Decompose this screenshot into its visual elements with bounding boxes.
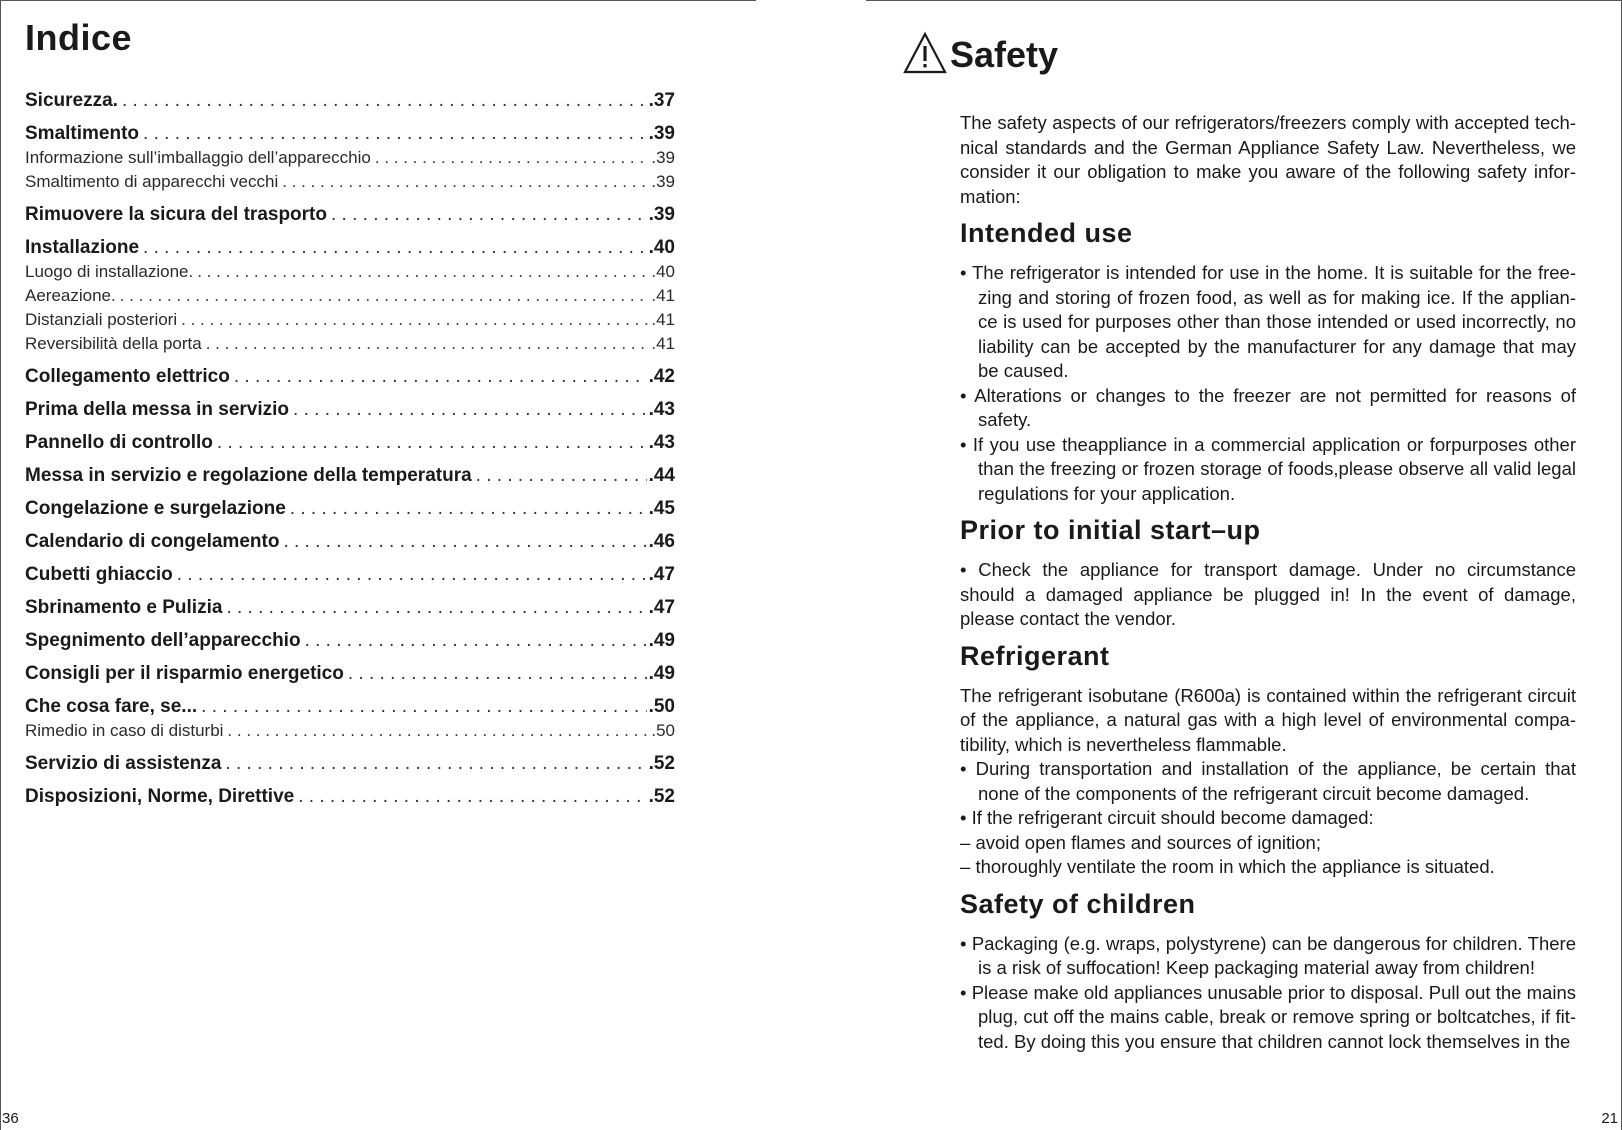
toc-entry-title: Messa in servizio e regolazione della temperatura — [25, 465, 472, 486]
toc-entry — [25, 284, 675, 308]
toc-entry — [25, 122, 675, 146]
toc-entry-page: .43 — [648, 432, 675, 453]
toc-entry-page: .40 — [651, 262, 675, 281]
bullet-item — [960, 981, 1576, 1055]
toc-leader-dots — [122, 89, 647, 113]
toc-entry — [25, 662, 675, 686]
page-number-left: 36 — [2, 1110, 19, 1127]
toc-entry-page: .43 — [648, 399, 675, 420]
bullet-mark: • — [960, 758, 976, 779]
section-heading: Safety of children — [960, 888, 1196, 919]
paragraph: The refrigerant isobutane (R600a) is contained within the refrigerant circuit of the appliance, a natural gas with a high level of environmental compa-tibility, which is nevertheless flammable. — [960, 684, 1576, 755]
toc-entry — [25, 308, 675, 332]
toc-entry — [25, 203, 675, 227]
toc-entry-page: .49 — [648, 630, 675, 651]
bullet-item — [960, 932, 1576, 981]
safety-title: Safety — [950, 34, 1059, 75]
bullet-mark: • — [960, 807, 972, 828]
intro-paragraph: The safety aspects of our refrigerators/freezers comply with accepted tech-nical standards and the German Appliance Safety Law. Nevertheless, we consider it our obligation to make you aware of the following safety infor-mation: — [960, 112, 1576, 207]
toc-entry — [25, 365, 675, 389]
bullet-item — [960, 433, 1576, 507]
bullet-mark: • — [960, 384, 975, 406]
bullet-mark: • — [960, 262, 972, 283]
section-heading: Refrigerant — [960, 640, 1110, 671]
toc-leader-dots — [143, 122, 647, 146]
toc-entry-page: .45 — [648, 498, 675, 519]
item-text: If you use theappliance in a commercial application or forpurposes other than the freezing or frozen storage of foods,please observe all valid legal regulations for your application. — [972, 433, 1576, 504]
toc-entry — [25, 236, 675, 260]
item-text: If the refrigerant circuit should become damaged: — [971, 807, 1374, 828]
bullet-item — [960, 261, 1576, 384]
toc-leader-dots — [348, 662, 647, 686]
toc-entry-title: Smaltimento di apparecchi vecchi — [25, 172, 279, 191]
item-text: Please make old appliances unusable prior to disposal. Pull out the mains plug, cut off the mains cable, break or remove spring or boltcatches, if fit-ted. By doing this you ensure that children cannot lock themselves in the — [971, 981, 1576, 1052]
toc-leader-dots — [375, 146, 649, 170]
toc-entry — [25, 170, 675, 194]
toc-leader-dots — [120, 284, 650, 308]
safety-content — [960, 111, 1576, 1054]
item-text: Alterations or changes to the freezer are not permitted for reasons of safety. — [974, 384, 1576, 430]
toc-entry — [25, 431, 675, 455]
toc-entry — [25, 629, 675, 653]
toc-leader-dots — [234, 365, 647, 389]
toc-entry — [25, 785, 675, 809]
section-header — [902, 31, 1058, 75]
toc-entry-page: .39 — [648, 123, 675, 144]
toc-entry-title: Reversibilità della porta — [25, 334, 202, 353]
toc-entry-title: Sicurezza. — [25, 90, 118, 111]
toc-entry-title: Disposizioni, Norme, Direttive — [25, 786, 295, 807]
toc-entry-title: Calendario di congelamento — [25, 531, 280, 552]
section-heading: Prior to initial start–up — [960, 515, 1261, 545]
toc-entry — [25, 596, 675, 620]
toc-leader-dots — [305, 629, 647, 653]
toc-entry-title: Luogo di installazione. — [25, 262, 194, 281]
toc-entry-title: Spegnimento dell’apparecchio — [25, 630, 301, 651]
toc-entry — [25, 497, 675, 521]
toc-entry-title: Informazione sull’imballaggio dell’apparecchio — [25, 148, 371, 167]
toc-entry-page: .39 — [651, 172, 675, 191]
toc-leader-dots — [177, 563, 647, 587]
item-text: thoroughly ventilate the room in which the appliance is situated. — [975, 856, 1495, 877]
page-number-right: 21 — [1601, 1110, 1618, 1127]
dash-item — [960, 831, 1576, 856]
left-page — [0, 0, 756, 1130]
toc-leader-dots — [290, 497, 647, 521]
item-text: Packaging (e.g. wraps, polystyrene) can be dangerous for children. There is a risk of suffocation! Keep packaging material away from children! — [971, 932, 1576, 978]
toc-entry-title: Sbrinamento e Pulizia — [25, 597, 223, 618]
toc-entry-title: Installazione — [25, 237, 140, 258]
bullet-mark: • — [960, 932, 972, 954]
toc-entry-title: Pannello di controllo — [25, 432, 213, 453]
toc-entry-page: .37 — [648, 90, 675, 111]
toc-entry — [25, 530, 675, 554]
toc-entry-page: .41 — [651, 286, 675, 305]
section-heading: Intended use — [960, 218, 1133, 248]
toc-leader-dots — [227, 719, 649, 743]
toc-entry-page: .49 — [648, 663, 675, 684]
bullet-mark: • — [960, 981, 972, 1003]
toc-entry — [25, 89, 675, 113]
toc-entry-title: Congelazione e surgelazione — [25, 498, 286, 519]
toc-leader-dots — [293, 398, 647, 422]
toc-entry — [25, 464, 675, 488]
toc-leader-dots — [331, 203, 647, 227]
toc-entry-page: .50 — [648, 696, 675, 717]
toc-entry-page: .39 — [651, 148, 675, 167]
dash-item — [960, 855, 1576, 880]
toc-entry-page: .41 — [651, 310, 675, 329]
dash-mark: – — [960, 831, 976, 853]
dash-mark: – — [960, 856, 976, 877]
toc-leader-dots — [201, 695, 646, 719]
toc-entry-page: .41 — [651, 334, 675, 353]
toc-leader-dots — [476, 464, 647, 488]
toc-leader-dots — [282, 170, 649, 194]
toc-leader-dots — [217, 431, 647, 455]
toc-entry — [25, 260, 675, 284]
toc-leader-dots — [197, 260, 649, 284]
toc-entry — [25, 332, 675, 356]
toc-entry-page: .50 — [651, 721, 675, 740]
toc-entry — [25, 719, 675, 743]
toc-entry-page: .46 — [648, 531, 675, 552]
bullet-mark: • — [960, 433, 973, 455]
toc-entry-title: Smaltimento — [25, 123, 140, 144]
toc-leader-dots — [226, 596, 646, 620]
toc-leader-dots — [298, 785, 646, 809]
toc-entry-page: .39 — [648, 204, 675, 225]
toc-entry — [25, 398, 675, 422]
item-text: avoid open flames and sources of ignition; — [975, 831, 1321, 853]
toc-entry-title: Aereazione. — [25, 286, 116, 305]
toc-entry-page: .47 — [648, 564, 675, 585]
toc-entry-title: Prima della messa in servizio — [25, 399, 290, 420]
toc-entry — [25, 563, 675, 587]
paragraph: • Check the appliance for transport damage. Under no circumstance should a damaged appliance be plugged in! In the event of damage, please contact the vendor. — [960, 559, 1576, 629]
page-title: Indice — [25, 17, 133, 58]
toc-entry-title: Distanziali posteriori — [25, 310, 178, 329]
toc-entry-page: .47 — [648, 597, 675, 618]
table-of-contents — [25, 89, 675, 809]
bullet-item — [960, 757, 1576, 806]
toc-entry — [25, 146, 675, 170]
right-page — [866, 0, 1622, 1130]
toc-entry-page: .52 — [648, 786, 675, 807]
toc-entry-page: .52 — [648, 753, 675, 774]
bullet-item — [960, 384, 1576, 433]
toc-leader-dots — [225, 752, 646, 776]
toc-entry-title: Cubetti ghiaccio — [25, 564, 173, 585]
item-text: During transportation and installation of the appliance, be certain that none of the components of the refrigerant circuit become damaged. — [975, 758, 1576, 804]
toc-entry — [25, 752, 675, 776]
toc-entry-title: Rimedio in caso di disturbi — [25, 721, 224, 740]
bullet-item — [960, 806, 1576, 831]
toc-entry-title: Rimuovere la sicura del trasporto — [25, 204, 327, 225]
toc-entry — [25, 695, 675, 719]
toc-entry-title: Che cosa fare, se... — [25, 696, 198, 717]
toc-leader-dots — [143, 236, 647, 260]
toc-entry-title: Collegamento elettrico — [25, 366, 230, 387]
warning-triangle-icon — [902, 31, 948, 75]
toc-entry-page: .40 — [648, 237, 675, 258]
toc-leader-dots — [283, 530, 646, 554]
toc-entry-page: .44 — [648, 465, 675, 486]
toc-leader-dots — [181, 308, 649, 332]
toc-entry-page: .42 — [648, 366, 675, 387]
toc-leader-dots — [206, 332, 650, 356]
toc-entry-title: Consigli per il risparmio energetico — [25, 663, 344, 684]
item-text: The refrigerator is intended for use in the home. It is suitable for the free-zing and storing of frozen food, as well as for making ice. If the applian-ce is used for purposes other than those intended or used incorrectly, no liability can be accepted by the manufacturer for any damage that may be caused. — [971, 262, 1576, 381]
toc-entry-title: Servizio di assistenza — [25, 753, 222, 774]
